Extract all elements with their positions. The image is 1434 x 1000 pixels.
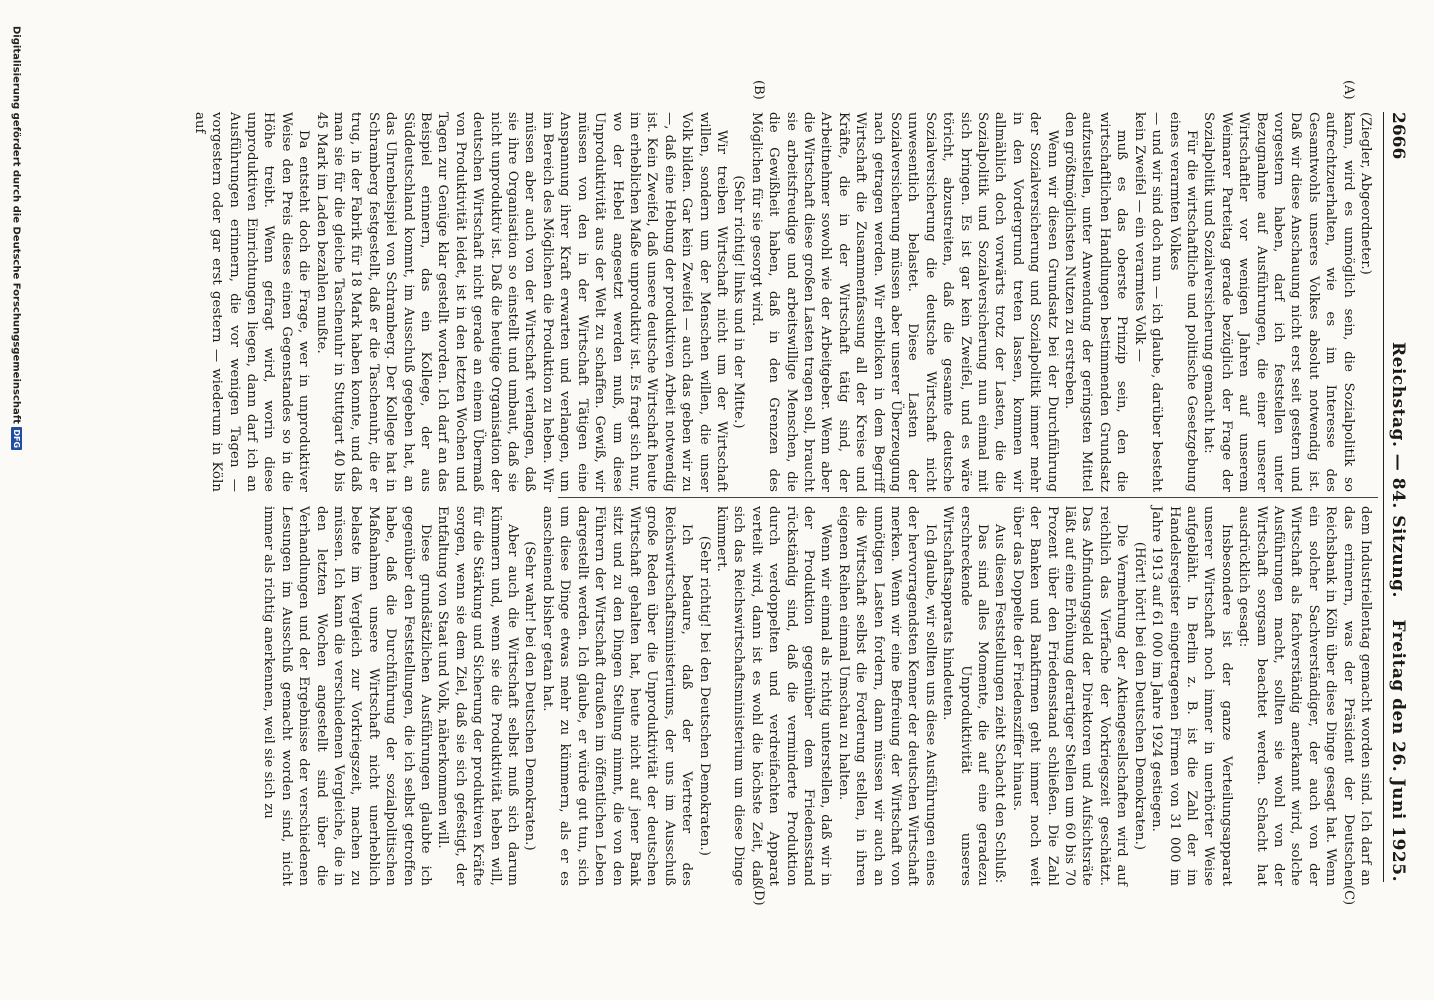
left-column bbox=[190, 112, 1374, 492]
speaker-label: (Ziegler, Abgeordneter.) bbox=[1358, 112, 1373, 275]
paragraph: Ich glaube, wir sollten uns diese Ausführungen eines der hervorragendsten Kenner der deutschen Wirtschaft merken. Wenn wir eine Befreiung der Wirtschaft von unnötigen Lasten fordern, dann müssen wir auch an die Wirtschaft selbst die Forderung stellen, in ihren eigenen Reihen einmal Umschau zu halten. bbox=[835, 506, 938, 886]
paragraph: Wenn wir diesen Grundsatz bei der Durchführung der Sozialversicherung und Sozialpolitik immer mehr in den Vordergrund treten lassen, kommen wir allmählich doch vorwärts trotz der Lasten, die die Sozialpolitik und Sozialversicherung nun einmal mit sich bringen. Es ist gar kein Zweifel, und es wäre töricht, abzustreiten, daß die gesamte deutsche Sozialversicherung die deutsche Wirtschaft nicht unwesentlich belastet. Diese Lasten der Sozialversicherung müssen aber unserer Überzeugung nach getragen werden. Wir erblicken in dem Begriff Wirtschaft die Zusammenfassung all der Kreise und Kräfte, die in der Wirtschaft tätig sind, der Arbeitnehmer sowohl wie der Arbeitgeber. Wenn aber die Wirtschaft diese großen Lasten tragen soll, braucht sie arbeitsfreudige und arbeitswillige Menschen, die die Gewißheit haben, daß in den Grenzen des Möglichen für sie gesorgt wird. bbox=[748, 112, 1060, 492]
paragraph: Aber auch die Wirtschaft selbst muß sich darum kümmern und, wenn sie die Produktivität heben will, für die Stärkung und Sicherung der produktiven Kräfte sorgen, wenn sie dem Ziel, daß sie sich gefestigt, der Entfaltung von Staat und Volk, näherkommen will. bbox=[435, 506, 521, 886]
quote: Insbesondere ist der ganze Verteilungsapparat unserer Wirtschaft noch immer in unerhörter Weise aufgebläht. In Berlin z. B. ist die Zahl der im Handelsregister eingetragenen Firmen von 31 000 im Jahre 1913 auf 61 000 im Jahre 1924 gestiegen. bbox=[1149, 506, 1234, 886]
page-header bbox=[1383, 112, 1410, 882]
interjection: (Sehr richtig! links und in der Mitte.) bbox=[731, 175, 747, 429]
paragraph: Wir treiben Wirtschaft nicht um der Wirtschaft willen, sondern um der Menschen willen, die unser Volk bilden. Gar kein Zweifel — auch das geben wir zu —, daß eine Hebung der produktiven Arbeit notwendig ist. Kein Zweifel, daß unsere deutsche Wirtschaft heute im erheblichen Maße unproduktiv ist. Es fragt sich nur, wo der Hebel angesetzt werden muß, um diese Unproduktivität aus der Welt zu schaffen. Gewiß, wir müssen von den in der Wirtschaft Tätigen eine Anspannung ihrer Kraft erwarten und verlangen, um im Bereich des Möglichen die Produktion zu heben. Wir müssen aber auch von der Wirtschaft verlangen, daß sie ihre Organisation so einstellt und umbaut, daß sie nicht unproduktiv ist. Daß die heutige Organisation der deutschen Wirtschaft nicht gerade an einem Übermaß von Produktivität leidet, ist in den letzten Wochen und Tagen zur Genüge klar gestellt worden. Ich darf an das Beispiel erinnern, das ein Kollege, der aus Süddeutschland kommt, im Ausschuß gegeben hat, an das Uhrenbeispiel von Schramberg. Der Kollege hat in Schramberg festgestellt, daß er die Taschenuhr, die er trug, in der Fabrik für 18 Mark haben konnte, und daß man sie für die gleiche Taschenuhr in Stuttgart 40 bis 45 Mark im Laden bezahlen mußte. bbox=[313, 112, 729, 492]
paragraph: Aus diesen Feststellungen zieht Schacht den Schluß: bbox=[992, 524, 1008, 884]
right-column bbox=[260, 506, 1374, 886]
margin-mark-a: (A) bbox=[1341, 80, 1356, 100]
paragraph: kann, wird es unmöglich sein, die Sozialpolitik so aufrechtzuerhalten, wie es im Interesse des Gesamtwohls unseres Volkes absolut notwendig ist. Daß wir diese Anschauung nicht erst seit gestern und vorgestern haben, darf ich feststellen unter Bezugnahme auf Ausführungen, die einer unserer Wirtschaftler vor wenigen Jahren auf unserem Weimarer Parteitag gerade bezüglich der Frage der Sozialpolitik und Sozialversicherung gemacht hat: bbox=[1201, 112, 1356, 492]
margin-mark-b: (B) bbox=[751, 80, 766, 100]
digitization-credit bbox=[11, 26, 23, 986]
quote: muß es das oberste Prinzip sein, den die wirtschaftlichen Handlungen bestimmenden Grundsatz aufzustellen, unter Anwendung der geringsten Mittel den größtmöglichsten Nutzen zu erstreben. bbox=[1062, 112, 1130, 492]
paragraph: Ich bedaure, daß der Vertreter des Reichswirtschaftsministeriums, der uns im Ausschuß große Reden über die Unproduktivität der deutschen Wirtschaft gehalten hat, heute nicht auf jener Bank sitzt und zu den Dingen Stellung nimmt, die von den Führern der Wirtschaft draußen im öffentlichen Leben dargestellt werden. Ich glaube, er würde gut tun, sich um diese Dinge etwas mehr zu kümmern, als er es anscheinend bisher getan hat. bbox=[539, 506, 695, 886]
paragraph: Diese grundsätzlichen Ausführungen glaubte ich gegenüber den Feststellungen, die ich selbst getroffen habe, daß die Durchführung der sozialpolitischen Maßnahmen unsere Wirtschaft nicht unerheblich belaste im Vergleich zur Vorkriegszeit, machen zu müssen. Ich kann die verschiedenen Vergleiche, die in den letzten Wochen angestellt sind über die Verhandlungen und der Ergebnisse der verschiedenen Lesungen im Ausschuß gemacht worden sind, nicht immer als richtig anerkennen, weil sie sich zu bbox=[261, 506, 434, 886]
interjection: (Hört! hört! bei den Deutschen Demokraten.) bbox=[1131, 541, 1147, 851]
header-title: Reichstag. — 84. Sitzung. bbox=[1388, 342, 1408, 598]
margin-mark-d: (D) bbox=[751, 885, 766, 906]
header-date: Freitag den 26. Juni 1925. bbox=[1388, 619, 1408, 882]
margin-mark-c: (C) bbox=[1341, 885, 1356, 906]
quote: Die Vermehrung der Aktiengesellschaften wird auf reichlich das Vierfache der Vorkriegszeit geschätzt. Das Abfindungsgeld der Direktoren und Aufsichtsräte läßt auf eine Erhöhung derartiger Stellen um 60 bis 70 Prozent über den Friedensstand schließen. Die Zahl der Banken und Bankfirmen geht immer noch weit über das Doppelte der Friedensziffer hinaus. bbox=[1009, 506, 1130, 886]
page-number: 2666 bbox=[1388, 112, 1408, 160]
quote: Das sind alles Momente, die auf eine geradezu erschreckende Unproduktivität unseres Wirtschaftsapparats hindeuten. bbox=[940, 506, 991, 886]
quote: Für die wirtschaftliche und politische Gesetzgebung eines verarmten Volkes bbox=[1166, 112, 1199, 492]
interjection: (Sehr richtig! bei den Deutschen Demokraten.) bbox=[696, 535, 712, 857]
paragraph: — und wir sind doch nun — ich glaube, darüber besteht kein Zweifel — ein verarmtes Volk — bbox=[1131, 112, 1165, 492]
dfg-logo: DFG bbox=[12, 429, 21, 449]
interjection: (Sehr wahr! bei den Deutschen Demokraten.) bbox=[522, 541, 538, 851]
column-divider bbox=[558, 497, 1378, 498]
paragraph: dem Industriellentag gemacht worden sind. Ich darf an das erinnern, was der Präsident der Deutschen Reichsbank in Köln über diese Dinge gesagt hat. Wenn ein solcher Sachverständiger, der auch von der Wirtschaft als fachverständig anerkannt wird, solche Ausführungen macht, sollten sie wohl von der Wirtschaft sorgsam beachtet werden. Schacht hat ausdrücklich gesagt: bbox=[1236, 506, 1373, 886]
paragraph: Wenn wir einmal als richtig unterstellen, daß wir in der Produktion gegenüber dem Friedensstand rückständig sind, daß die verminderte Produktion durch verdoppelten und verdreifachten Apparat verteilt wird, dann ist es wohl die höchste Zeit, daß sich das Reichswirtschaftsministerium um diese Dinge kümmert. bbox=[713, 506, 834, 886]
paragraph: Da entsteht doch die Frage, wer in unproduktiver Weise den Preis dieses einen Gegenstandes so in die Höhe treibt. Wenn gefragt wird, worin diese unproduktiven Einrichtungen liegen, dann darf ich an Ausführungen erinnern, die vor wenigen Tagen — vorgestern oder gar erst gestern — wiederum in Köln auf bbox=[191, 112, 312, 492]
credit-text: Digitalisierung gefördert durch die Deutsche Forschungsgemeinschaft bbox=[10, 26, 22, 424]
